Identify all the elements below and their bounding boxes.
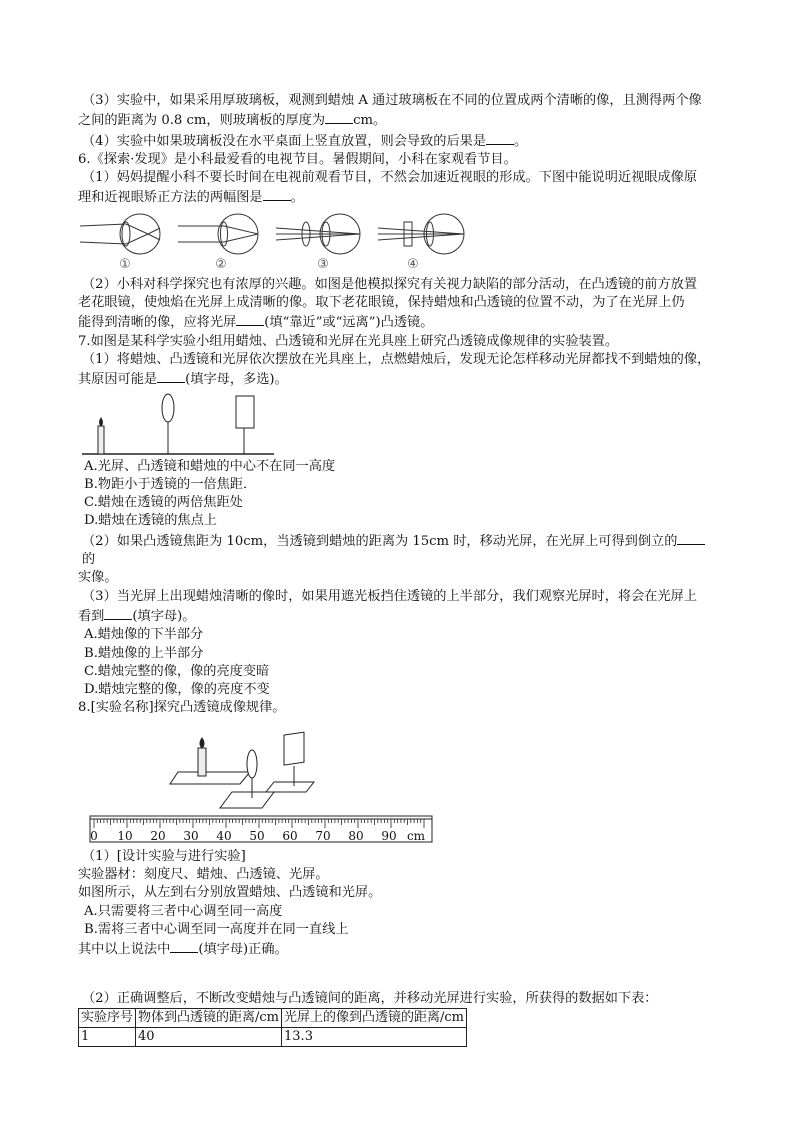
ruler-label-10: 10 (117, 828, 133, 843)
q7-3-option-a[interactable]: A.蜡烛像的下半部分 (84, 627, 204, 643)
ruler-label-60: 60 (282, 828, 298, 843)
screen-on-base (266, 732, 314, 792)
q7-3-line1: （3）当光屏上出现蜡烛清晰的像时，如果用遮光板挡住透镜的上半部分，我们观察光屏时，将会在光屏上 (82, 588, 698, 604)
table-header-cell: 光屏上的像到凸透镜的距离/cm (282, 1008, 467, 1027)
q7-3-option-c[interactable]: C.蜡烛完整的像，像的亮度变暗 (84, 663, 270, 679)
q8-option-a[interactable]: A.只需要将三者中心调至同一高度 (84, 903, 283, 919)
ruler-unit: cm (406, 828, 426, 843)
table-cell: 13.3 (282, 1028, 467, 1047)
table-header-cell: 实验序号 (79, 1008, 136, 1027)
eye-diagram-figure (78, 210, 468, 274)
eye-label-3: ③ (317, 256, 329, 272)
q7-2-line1 (78, 531, 718, 570)
q7-1-text: 其原因可能是 (78, 372, 158, 388)
answer-blank[interactable] (236, 312, 264, 326)
q6-1-line2 (78, 187, 718, 207)
ruler-label-40: 40 (216, 828, 232, 843)
ruler-label-20: 20 (150, 828, 166, 843)
q7-2-text: （2）如果凸透镜焦距为 10cm，当透镜到蜡烛的距离为 15cm 时，移动光屏，在光屏上可得到倒立的 (82, 533, 678, 549)
q7-1-option-a[interactable]: A.光屏、凸透镜和蜡烛的中心不在同一高度 (84, 458, 336, 474)
table-cell: 1 (79, 1028, 136, 1047)
q7-3-end: (填字母)。 (132, 608, 196, 624)
q5-3-unit: cm。 (353, 113, 387, 129)
q8-1-heading: （1）[设计实验与进行实验] (82, 848, 246, 864)
q8-answer-text: 其中以上说法中 (78, 942, 171, 958)
q8-option-b[interactable]: B.需将三者中心调至同一高度并在同一直线上 (84, 921, 349, 937)
q7-1-line1: （1）将蜡烛、凸透镜和光屏依次摆放在光具座上，点燃蜡烛后，发现无论怎样移动光屏都找不到蜡烛的像， (82, 351, 711, 367)
q7-2-line2: 实像。 (78, 570, 118, 586)
eye-label-1: ① (119, 256, 131, 272)
eye-diagram-1 (80, 214, 160, 254)
ruler-label-0: 0 (90, 828, 98, 843)
q8-equipment: 实验器材：刻度尺、蜡烛、凸透镜、光屏。 (78, 867, 329, 883)
ruler-label-80: 80 (348, 828, 364, 843)
q7-1-option-d[interactable]: D.蜡烛在透镜的焦点上 (84, 513, 217, 529)
eye-diagram-2 (178, 214, 258, 254)
q5-3-line2 (78, 110, 718, 130)
q6-2-text: 能得到清晰的像，应将光屏 (78, 315, 237, 331)
candle (98, 418, 104, 454)
q5-3-text: 之间的距离为 0.8 cm，则玻璃板的厚度为 (78, 113, 326, 129)
q6-title: 6.《探索·发现》是小科最爱看的电视节目。暑假期间，小科在家观看节目。 (78, 151, 517, 167)
eye-diagram-3 (276, 214, 360, 254)
q7-1-option-b[interactable]: B.物距小于透镜的一倍焦距． (84, 476, 257, 492)
table-row (79, 1028, 467, 1047)
optical-bench-figure (78, 392, 278, 456)
q7-3-line2 (78, 606, 718, 626)
q7-3-option-b[interactable]: B.蜡烛像的上半部分 (84, 645, 204, 661)
q7-title: 7.如图是某科学实验小组用蜡烛、凸透镜和光屏在光具座上研究凸透镜成像规律的实验装置。 (78, 333, 619, 349)
q7-2-end: 的 (82, 552, 96, 568)
ruler-setup-figure (78, 720, 438, 846)
q6-1-end: 。 (290, 190, 304, 206)
light-screen (236, 396, 254, 454)
eye-label-2: ② (215, 256, 227, 272)
table-header-row (79, 1008, 467, 1027)
q5-3-line1: （3）实验中，如果采用厚玻璃板，观测到蜡烛 A 通过玻璃板在不同的位置成两个清晰的像，且测得两个像 (82, 93, 702, 108)
q7-1-line2 (78, 369, 718, 389)
ruler-label-90: 90 (381, 828, 397, 843)
q8-answer-end: (填字母)正确。 (198, 942, 288, 958)
q8-2-line: （2）正确调整后，不断改变蜡烛与凸透镜间的距离，并移动光屏进行实验，所获得的数据如下表： (82, 990, 658, 1006)
q6-2-end: (填“靠近”或“远离”)凸透镜。 (264, 315, 434, 331)
answer-blank[interactable] (104, 606, 132, 620)
q8-answer-line (78, 939, 718, 959)
q5-4-end: 。 (514, 133, 528, 149)
ruler-label-30: 30 (183, 828, 199, 843)
data-table (78, 1008, 467, 1048)
q6-2-line3 (78, 312, 718, 332)
q8-arrangement: 如图所示，从左到右分别放置蜡烛、凸透镜和光屏。 (78, 885, 382, 901)
q7-1-end: (填字母，多选)。 (185, 372, 288, 388)
worksheet (78, 92, 718, 1047)
q6-2-line2: 老花眼镜，使烛焰在光屏上成清晰的像。取下老花眼镜，保持蜡烛和凸透镜的位置不动，为了在光屏上仍 (78, 295, 685, 311)
q7-1-option-c[interactable]: C.蜡烛在透镜的两倍焦距处 (84, 495, 243, 511)
eye-label-4: ④ (407, 256, 419, 272)
q5-4-line (78, 131, 718, 151)
convex-lens (162, 394, 174, 454)
q7-3-text: 看到 (78, 608, 105, 624)
ruler-ticks (94, 819, 424, 828)
answer-blank[interactable] (325, 110, 353, 124)
answer-blank[interactable] (677, 531, 705, 545)
table-header-cell: 物体到凸透镜的距离/cm (136, 1008, 282, 1027)
answer-blank[interactable] (170, 939, 198, 953)
answer-blank[interactable] (263, 187, 291, 201)
q5-4-text: （4）实验中如果玻璃板没在水平桌面上竖直放置，则会导致的后果是 (82, 133, 487, 149)
q6-1-line1: （1）妈妈提醒小科不要长时间在电视前观看节目，不然会加速近视眼的形成。下图中能说明近视眼成像原 (82, 170, 698, 186)
q6-2-line1: （2）小科对科学探究也有浓厚的兴趣。如图是他模拟探究有关视力缺陷的部分活动，在凸透镜的前方放置 (82, 276, 698, 292)
candle-on-base (170, 738, 250, 784)
eye-diagram-4 (378, 214, 464, 254)
q7-3-option-d[interactable]: D.蜡烛完整的像，像的亮度不变 (84, 682, 270, 698)
q8-title: 8.[实验名称]探究凸透镜成像规律。 (78, 700, 286, 716)
answer-blank[interactable] (157, 369, 185, 383)
q6-1-text: 理和近视眼矫正方法的两幅图是 (78, 190, 263, 206)
table-cell: 40 (136, 1028, 282, 1047)
ruler-label-50: 50 (249, 828, 265, 843)
answer-blank[interactable] (486, 131, 514, 145)
ruler-label-70: 70 (315, 828, 331, 843)
